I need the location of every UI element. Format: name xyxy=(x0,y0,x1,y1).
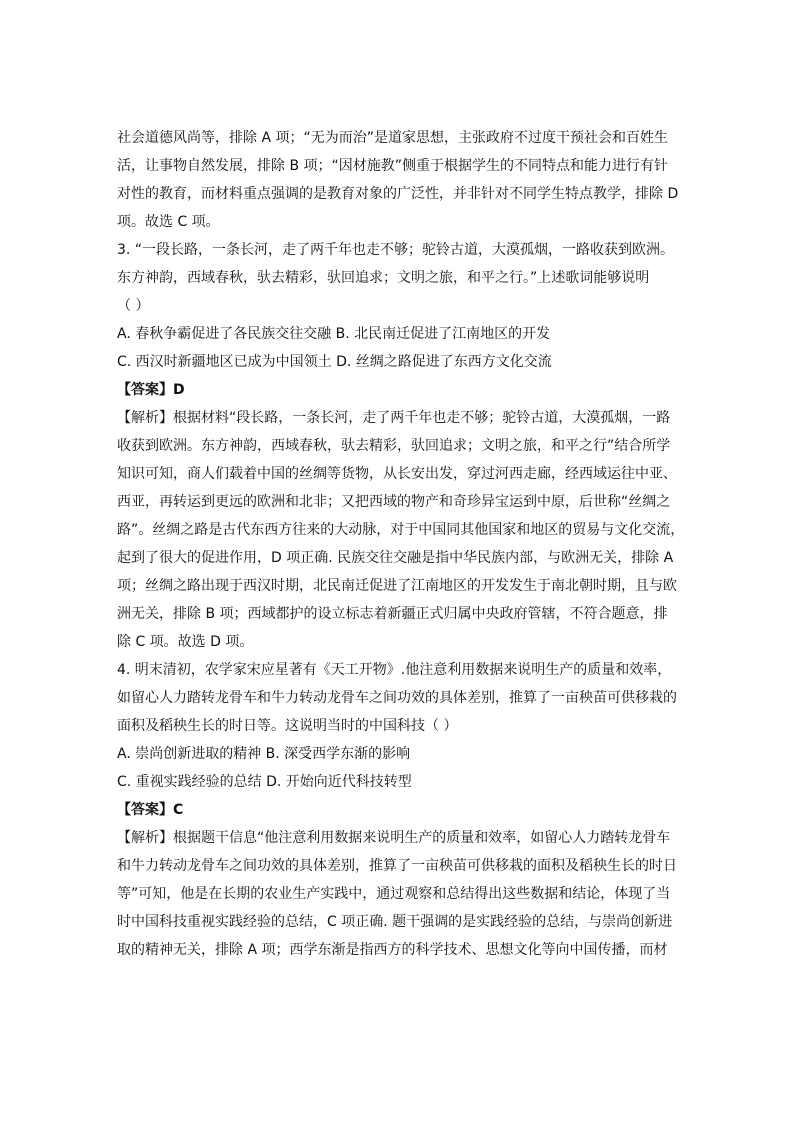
analysis-line: 路”。丝绸之路是古代东西方往来的大动脉，对于中国同其他国家和地区的贸易与文化交流， xyxy=(117,522,685,538)
analysis-line: 取的精神无关，排除 A 项；西学东渐是指西方的科学技术、思想文化等向中国传播，而材 xyxy=(117,942,668,958)
answer-label: 【答案】C xyxy=(117,802,184,818)
question-3-stem: 东方神韵，西域春秋，驮去精彩，驮回追求；文明之旅，和平之行。”上述歌词能够说明 xyxy=(117,270,650,286)
answer-label: 【答案】D xyxy=(117,382,185,398)
text-line: 活，让事物自然发展，排除 B 项；“因材施教”侧重于根据学生的不同特点和能力进行有针 xyxy=(117,158,669,174)
analysis-line: 知识可知，商人们载着中国的丝绸等货物，从长安出发，穿过河西走廊，经西域运往中亚、 xyxy=(117,466,677,482)
question-4-stem: 4. 明末清初，农学家宋应星著有《天工开物》.他注意利用数据来说明生产的质量和效率， xyxy=(117,662,672,678)
analysis-line: 【解析】根据材料“段长路，一条长河，走了两千年也走不够；驼铃古道，大漠孤烟，一路 xyxy=(117,410,671,426)
analysis-line: 洲无关，排除 B 项；西域都护的设立标志着新疆正式归属中央政府管辖，不符合题意，排 xyxy=(117,606,668,622)
analysis-line: 西亚，再转运到更远的欧洲和北非；又把西域的物产和奇珍异宝运到中原，后世称“丝绸之 xyxy=(117,494,671,510)
text-line: 项。故选 C 项。 xyxy=(117,214,220,230)
option-line: C. 重视实践经验的总结 D. 开始向近代科技转型 xyxy=(117,774,412,790)
text-line: 社会道德风尚等，排除 A 项；“无为而治”是道家思想，主张政府不过度干预社会和百姓生 xyxy=(117,130,668,146)
option-line: A. 春秋争霸促进了各民族交往交融 B. 北民南迁促进了江南地区的开发 xyxy=(117,326,551,342)
analysis-line: 收获到欧洲。东方神韵，西域春秋，驮去精彩，驮回追求；文明之旅，和平之行”结合所学 xyxy=(117,438,671,454)
option-line: A. 崇尚创新进取的精神 B. 深受西学东渐的影响 xyxy=(117,746,411,762)
question-4-stem: 面积及稻秧生长的时日等。这说明当时的中国科技（ ） xyxy=(117,718,458,734)
analysis-line: 除 C 项。故选 D 项。 xyxy=(117,634,254,650)
analysis-line: 时中国科技重视实践经验的总结，C 项正确. 题干强调的是实践经验的总结，与崇尚创新进 xyxy=(117,914,673,930)
analysis-line: 项；丝绸之路出现于西汉时期，北民南迁促进了江南地区的开发发生于南北朝时期，且与欧 xyxy=(117,578,677,594)
analysis-line: 起到了很大的促进作用，D 项正确. 民族交往交融是指中华民族内部，与欧洲无关，排除 A xyxy=(117,550,674,566)
analysis-line: 和牛力转动龙骨车之间功效的具体差别，推算了一亩秧苗可供移栽的面积及稻秧生长的时日 xyxy=(117,858,677,874)
option-line: C. 西汉时新疆地区已成为中国领土 D. 丝绸之路促进了东西方文化交流 xyxy=(117,354,552,370)
text-line: 对性的教育，而材料重点强调的是教育对象的广泛性，并非针对不同学生特点教学，排除 D xyxy=(117,186,679,202)
question-3-stem: 3. “一段长路，一条长河，走了两千年也走不够；驼铃古道，大漠孤烟，一路收获到欧洲。 xyxy=(117,242,675,258)
question-4-stem: 如留心人力踏转龙骨车和牛力转动龙骨车之间功效的具体差别，推算了一亩秧苗可供移栽的 xyxy=(117,690,677,706)
analysis-line: 【解析】根据题干信息“他注意利用数据来说明生产的质量和效率，如留心人力踏转龙骨车 xyxy=(117,830,671,846)
answer-blank: （ ） xyxy=(117,298,150,314)
analysis-line: 等”可知，他是在长期的农业生产实践中，通过观察和总结得出这些数据和结论，体现了当 xyxy=(117,886,671,902)
